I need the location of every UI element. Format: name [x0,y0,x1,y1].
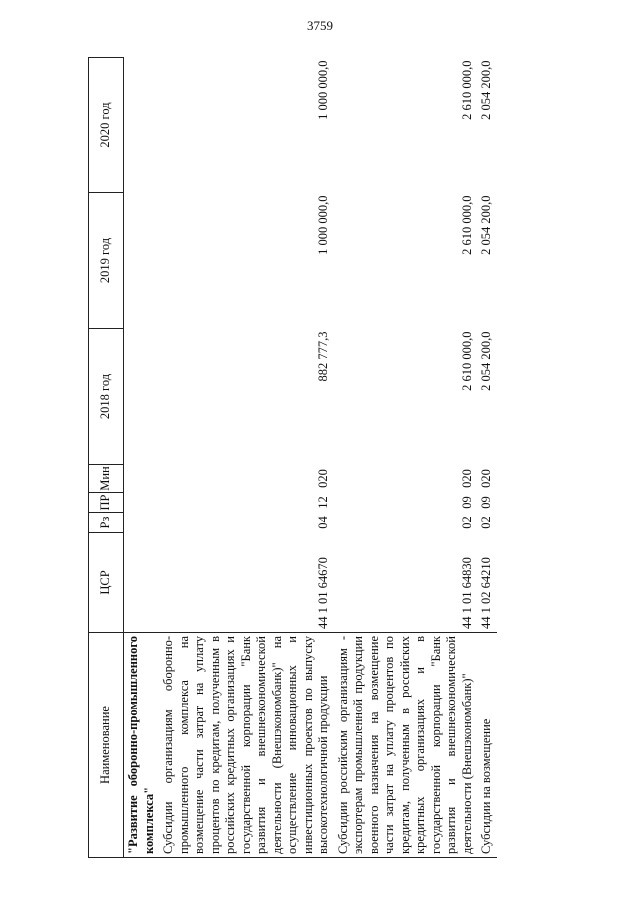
row-pr: 09 [459,496,474,509]
table-row [334,58,478,858]
rotated-table-container [88,58,600,858]
row-min: 020 [459,469,474,488]
row-2020: 2 054 200,0 [479,60,493,120]
header-rz: Рз [89,513,124,533]
row-2020 [124,58,160,193]
header-2019: 2019 год [89,193,124,329]
page-number: 3759 [307,18,333,33]
row-name: "Развитие оборонно-промышленного комплекса" [124,633,160,858]
header-pr: ПР [89,493,124,513]
row-min: 020 [316,469,330,488]
table-row [124,58,160,858]
row-2019 [124,193,160,329]
row-min [124,465,160,493]
row-name: Субсидии организациям оборонно-промышленного комплекса на возмещение части затрат на уплату процентов по кредитам, полученным в российских кредитных организациях и государственной корпорации "Банк развития и внешнеэкономической деятельности (Внешэкономбанк)" на осуществление инновационных и инвестиционных проектов по выпуску высокотехнологичной продукции [159,633,334,858]
row-2019: 2 610 000,0 [459,195,474,255]
row-rz: 04 [316,516,330,529]
header-min: Мин [89,465,124,493]
row-2018: 2 610 000,0 [459,331,474,391]
row-csr: 44 1 01 64830 [459,557,474,629]
row-csr [124,533,160,633]
budget-table [88,57,497,858]
row-rz: 02 [459,516,474,529]
row-2020: 1 000 000,0 [316,60,330,120]
row-rz [124,513,160,533]
table-row [159,58,334,858]
header-csr: ЦСР [89,533,124,633]
header-2020: 2020 год [89,58,124,193]
table-row [477,58,497,858]
row-2018 [124,329,160,465]
row-csr: 44 1 02 64210 [479,557,493,629]
row-name: Субсидии на возмещение [477,633,497,858]
row-2018: 2 054 200,0 [479,331,493,391]
row-pr: 09 [479,496,493,509]
row-2018: 882 777,3 [316,331,330,382]
row-name: Субсидии российским организациям - экспортерам промышленной продукции военного назначения на возмещение части затрат на уплату процентов по кредитам, полученным в российских кредитных организациях и в государственной корпорации "Банк развития и внешнеэкономической деятельности (Внешэкономбанк)" [334,633,478,858]
row-2020: 2 610 000,0 [459,60,474,120]
row-rz: 02 [479,516,493,529]
row-min: 020 [479,469,493,488]
header-2018: 2018 год [89,329,124,465]
row-pr: 12 [316,496,330,509]
header-name: Наименование [89,633,124,858]
row-csr: 44 1 01 64670 [316,557,330,629]
header-row [89,58,124,858]
row-2019: 2 054 200,0 [479,195,493,255]
row-pr [124,493,160,513]
row-2019: 1 000 000,0 [316,195,330,255]
